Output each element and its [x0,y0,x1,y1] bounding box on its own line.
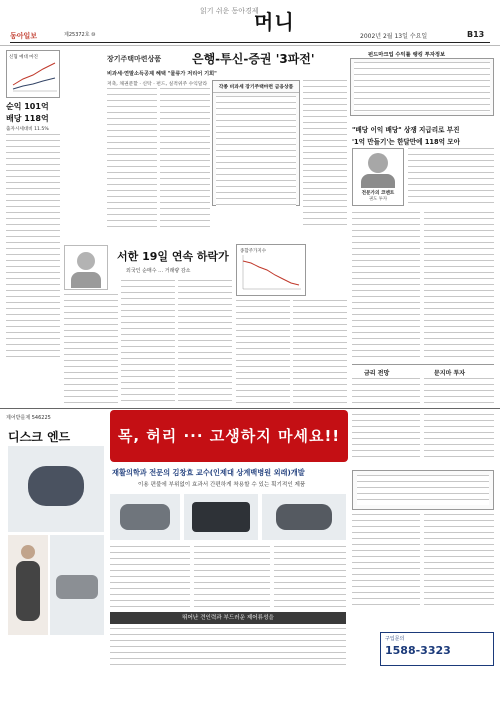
feature-subhead2: 저축, 채권분할 · 신탁 · 펀드, 실적위주 수익달라 [107,82,208,87]
product-image-3 [184,494,258,540]
ad-copy-col-3 [274,546,346,608]
masthead-tagline: 읽기 쉬운 동아경제 [200,7,259,15]
ad-award-box [352,470,494,510]
center-headline: 서한 19일 연속 하락가 [117,250,229,263]
ad-slogan: 재활의학과 전문의 김창효 교수(인제대 상계백병원 외래)개발 [112,468,305,477]
left-article-body [6,134,60,362]
masthead-title: 머니 [254,10,295,34]
ad-bottom-banner: 뛰어난 견인력과 부드러운 제어류성을 [110,612,346,624]
ad-right-col-1 [352,514,420,608]
ad-contact-phone: 1588-3323 [385,644,451,657]
index-chart-box [236,244,306,296]
center-column-1 [64,294,118,406]
product-image-4 [262,494,346,540]
right-headline: "배당 이익 배당" 상쟁 지급리로 부진 [352,126,460,134]
feature-subhead: 비과세·연말소득공제 혜택 "물류가 저리어 기회" [107,71,217,77]
fund-ranking-rows [354,62,490,112]
left-chart-box [6,50,60,98]
reporter-photo [64,245,108,290]
index-chart [237,245,305,295]
center-column-4 [236,300,290,406]
feature-column-1 [107,88,157,228]
ad-sub-slogan: 이용 편불에 부위없이 효과서 간편하게 착용할 수 있는 획기적인 제품 [138,482,306,488]
left-mini-chart [7,51,59,97]
product-image-belt [8,446,104,532]
newspaper-logo: 동아일보 [10,32,38,40]
ad-bottom-copy [110,628,346,668]
right-top-title: 펀드마크업 수익률 랭킹 투자정보 [368,52,446,58]
page-number: B13 [467,30,485,39]
ad-phone: 제어받를제 546225 [6,415,51,421]
ad-right-col-2 [424,514,494,608]
ad-contact-box [380,632,494,666]
feature-column-2 [160,88,210,228]
center-column-5 [293,300,347,406]
issue-number: 제25372호 ⑩ [64,32,96,38]
center-column-2 [121,280,175,406]
ad-left-brand: 디스크 엔드 [8,430,71,444]
product-table-title: 각종 비과세 장기주택마련 금융상품 [213,81,299,93]
expert-title: 전문가의 코멘트 [361,191,395,196]
model-photo [8,535,48,635]
right-article-col-2 [424,212,494,360]
publish-date: 2002년 2월 13일 수요일 [360,33,428,40]
right-divider [352,364,494,365]
stat-subtext: 출자시세대비 11.5% [6,127,49,132]
right-headline-2: '1억 만들기'는 한달만에 118억 모아 [352,138,461,146]
right-bottom-title-2: 문지마 투자 [434,370,466,377]
ad-banner-text: 목, 허리 ··· 고생하지 마세요!! [117,427,341,445]
ad-copy-col-1 [110,546,190,608]
right-article-col-1 [352,212,420,360]
fund-ranking-table [350,58,494,116]
center-column-3 [178,280,232,406]
ad-divider [0,408,500,409]
ad-contact-label: 구입문의 [385,636,405,642]
feature-kicker: 장기주택마련상품 [107,55,162,63]
product-table-rows [216,96,296,208]
chart-caption: 신협 예대 마진 [9,55,38,60]
product-image-2 [110,494,180,540]
right-bottom-col-2 [424,378,494,458]
stat-profit: 순익 101억 [6,102,49,111]
masthead-rule [10,42,490,43]
right-article-top [408,148,494,206]
product-table [212,80,300,206]
right-bottom-col-1 [352,378,420,458]
right-bottom-title: 금리 전망 [364,370,390,377]
feature-column-3 [303,80,347,230]
product-image-device [50,535,104,635]
stat-dividend: 배당 118억 [6,114,49,123]
expert-photo-box [352,148,404,206]
feature-headline: 은행-투신-증권 '3파전' [192,52,315,66]
ad-red-banner [110,410,348,462]
expert-name: 권도 투자 [368,197,388,202]
center-subhead: 외국인 순매수 … 거래량 감소 [126,268,191,274]
ad-copy-col-2 [194,546,270,608]
index-chart-label: 종합주가지수 [240,249,267,254]
